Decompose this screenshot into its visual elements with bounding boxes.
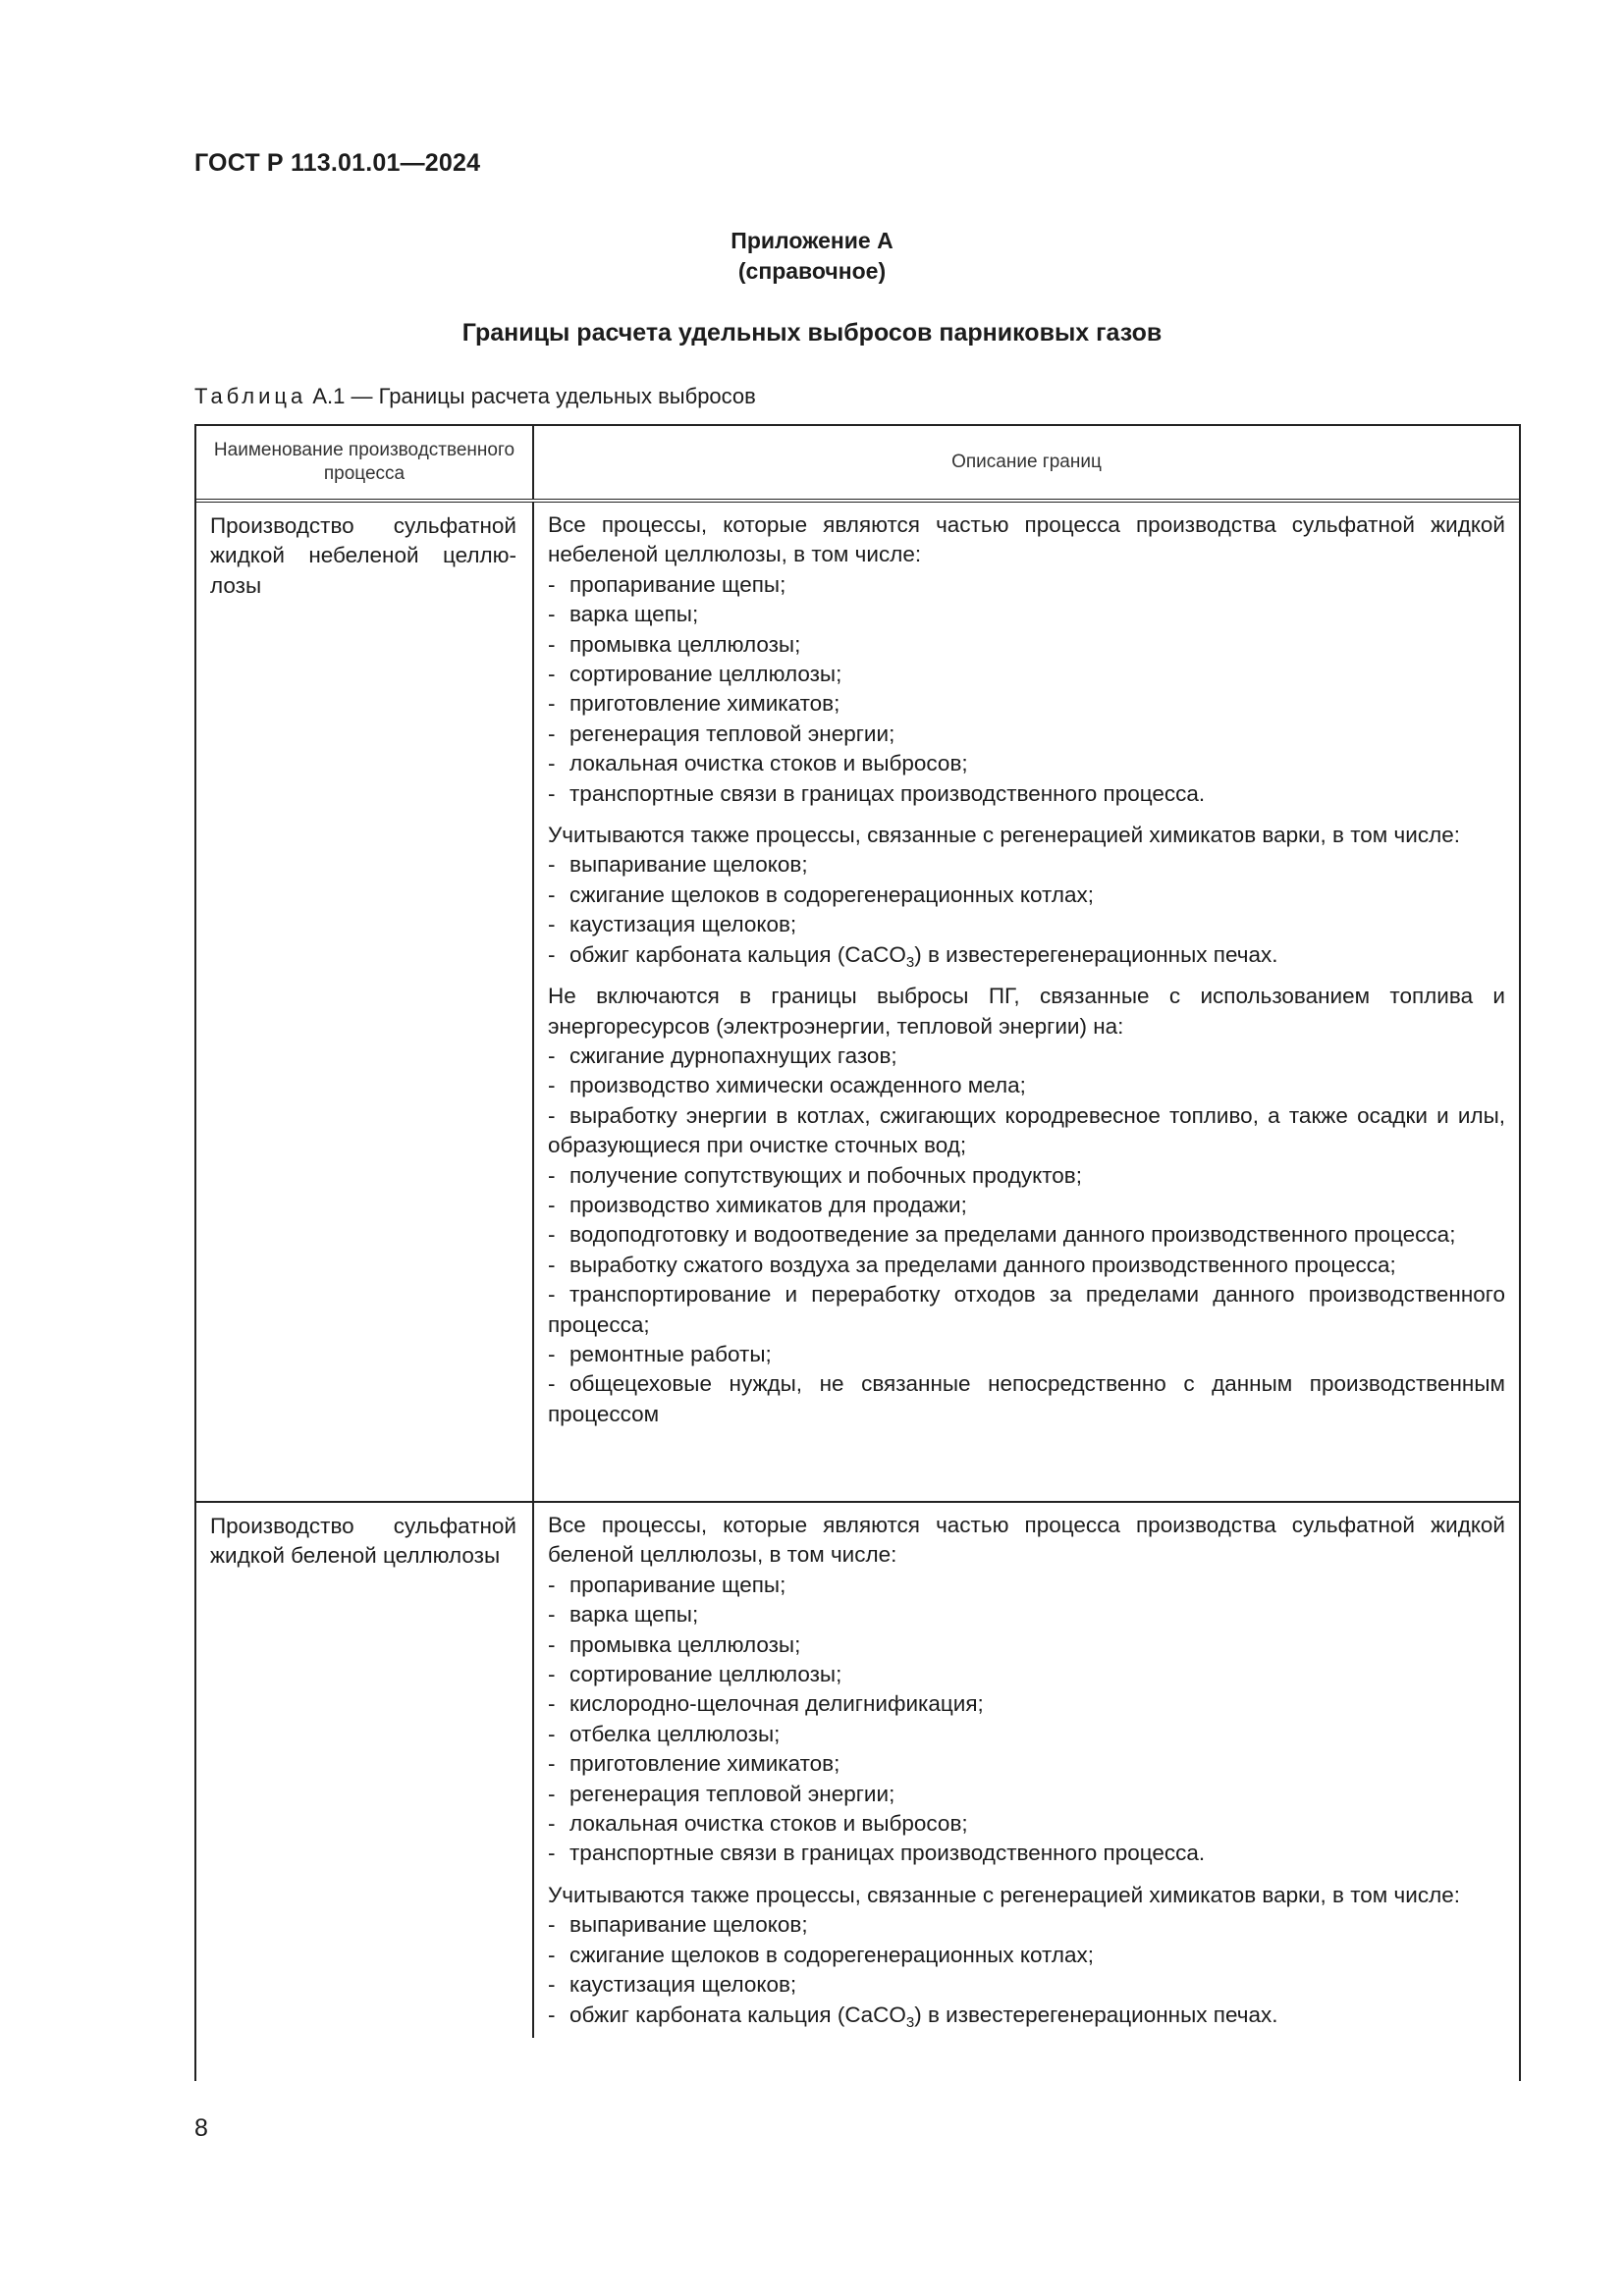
- process-name-cell: Производство сульфатной жидкой небеленой целлюлозы: [196, 501, 533, 1502]
- boundary-list: [548, 850, 1505, 970]
- list-item-text-tail: ) в известерегенерационных печах.: [914, 941, 1278, 967]
- list-item: [548, 1839, 1505, 1868]
- list-item: [548, 1161, 1505, 1191]
- list-dash: -: [548, 571, 556, 597]
- list-dash: -: [548, 2002, 556, 2027]
- list-item: [548, 910, 1505, 939]
- list-dash: -: [548, 1222, 556, 1248]
- list-item-text: сортирование целлюлозы;: [569, 1662, 842, 1687]
- document-header: ГОСТ Р 113.01.01—2024: [194, 149, 481, 177]
- list-item: [548, 660, 1505, 689]
- list-item: [548, 1660, 1505, 1689]
- list-item: [548, 1910, 1505, 1940]
- list-item: [548, 600, 1505, 629]
- list-item: [548, 689, 1505, 719]
- column-header-process: Наименование производственного процесса: [196, 426, 533, 501]
- list-item: [548, 1340, 1505, 1369]
- list-dash: -: [548, 602, 556, 627]
- list-item-text: сжигание щелоков в содорегенерационных котлах;: [569, 1942, 1094, 1967]
- list-dash: -: [548, 1751, 556, 1777]
- list-dash: -: [548, 852, 556, 878]
- list-dash: -: [548, 1972, 556, 1998]
- list-dash: -: [548, 1282, 556, 1308]
- list-item: [548, 720, 1505, 749]
- table-header-row: [196, 426, 1519, 501]
- chemical-subscript: 3: [905, 953, 915, 971]
- list-item-text: регенерация тепловой энергии;: [569, 1781, 895, 1806]
- list-item-text: приготовление химикатов;: [569, 691, 840, 717]
- list-item-text: транспортирование и переработку отходов за пределами данного производственного процесса;: [548, 1282, 1505, 1337]
- list-item-text: варка щепы;: [569, 602, 699, 627]
- list-item: [548, 1600, 1505, 1629]
- list-dash: -: [548, 1721, 556, 1746]
- list-item-text: варка щепы;: [569, 1602, 699, 1628]
- list-item: [548, 881, 1505, 910]
- list-item-text-tail: ) в известерегенерационных печах.: [914, 2002, 1278, 2027]
- block-intro: Не включаются в границы выбросы ПГ, связанные с использованием топлива и энергоресурсов (электроэнергии, тепловой энергии) на:: [548, 984, 1505, 1039]
- list-item: [548, 1101, 1505, 1161]
- list-dash: -: [548, 941, 556, 967]
- list-item: [548, 1630, 1505, 1660]
- list-dash: -: [548, 1341, 556, 1366]
- list-dash: -: [548, 1252, 556, 1277]
- list-dash: -: [548, 1572, 556, 1597]
- boundary-description-cell: [533, 501, 1519, 1502]
- list-dash: -: [548, 1841, 556, 1866]
- page-number: 8: [194, 2114, 208, 2142]
- list-item: [548, 2001, 1505, 2030]
- list-item: [548, 1780, 1505, 1809]
- list-item-text: промывка целлюлозы;: [569, 1631, 801, 1657]
- table-caption-text: А.1 — Границы расчета удельных выбросов: [306, 384, 756, 408]
- list-item-text: транспортные связи в границах производственного процесса.: [569, 780, 1206, 806]
- list-item-text: пропаривание щепы;: [569, 571, 786, 597]
- block-intro: Учитываются также процессы, связанные с регенерацией химикатов варки, в том числе:: [548, 1882, 1460, 1907]
- list-item-text: производство химикатов для продажи;: [569, 1192, 967, 1217]
- list-item-text: каустизация щелоков;: [569, 1972, 797, 1998]
- list-item-text: водоподготовку и водоотведение за пределами данного производственного процесса;: [569, 1222, 1456, 1248]
- paragraph-gap: [548, 1869, 1505, 1881]
- boundaries-table-grid: [196, 426, 1519, 2038]
- list-dash: -: [548, 1942, 556, 1967]
- list-dash: -: [548, 1371, 556, 1397]
- table-caption-prefix: Таблица: [194, 384, 307, 408]
- list-item-text: сжигание дурнопахнущих газов;: [569, 1042, 897, 1068]
- list-item-text: выпаривание щелоков;: [569, 852, 808, 878]
- list-dash: -: [548, 1102, 556, 1128]
- process-name-cell: Производство сульфатной жидкой беленой целлюлозы: [196, 1502, 533, 2038]
- list-item-text: пропаривание щепы;: [569, 1572, 786, 1597]
- list-item: [548, 779, 1505, 809]
- chemical-subscript: 3: [905, 2013, 915, 2031]
- list-dash: -: [548, 1811, 556, 1837]
- list-dash: -: [548, 691, 556, 717]
- list-dash: -: [548, 1781, 556, 1806]
- list-dash: -: [548, 1042, 556, 1068]
- boundary-list: [548, 570, 1505, 809]
- list-item-text: обжиг карбоната кальция (CaCO: [569, 941, 906, 967]
- list-dash: -: [548, 1602, 556, 1628]
- paragraph-gap: [548, 809, 1505, 821]
- list-item: [548, 850, 1505, 880]
- boundary-list: [548, 1041, 1505, 1429]
- list-item-text: производство химически осажденного мела;: [569, 1073, 1026, 1098]
- boundary-description-cell: [533, 1502, 1519, 2038]
- column-header-description: Описание границ: [533, 426, 1519, 501]
- list-item-text: приготовление химикатов;: [569, 1751, 840, 1777]
- list-item: [548, 1749, 1505, 1779]
- list-item-text: выпаривание щелоков;: [569, 1912, 808, 1938]
- appendix-heading: [0, 226, 1624, 287]
- list-item-text: локальная очистка стоков и выбросов;: [569, 751, 968, 776]
- list-item-text: обжиг карбоната кальция (CaCO: [569, 2002, 906, 2027]
- table-body: [196, 501, 1519, 2038]
- list-item: [548, 1571, 1505, 1600]
- list-dash: -: [548, 1662, 556, 1687]
- list-item-text: промывка целлюлозы;: [569, 631, 801, 657]
- paragraph-gap: [548, 970, 1505, 982]
- list-dash: -: [548, 1192, 556, 1217]
- list-dash: -: [548, 631, 556, 657]
- list-item: [548, 1071, 1505, 1100]
- list-dash: -: [548, 881, 556, 907]
- boundaries-table: [194, 424, 1521, 2081]
- list-item-text: выработку сжатого воздуха за пределами данного производственного процесса;: [569, 1252, 1396, 1277]
- list-item: [548, 1809, 1505, 1839]
- list-item-text: кислородно-щелочная делигнификация;: [569, 1691, 984, 1717]
- table-row: [196, 501, 1519, 1502]
- list-dash: -: [548, 662, 556, 687]
- list-dash: -: [548, 1631, 556, 1657]
- list-item: [548, 1251, 1505, 1280]
- list-item-text: отбелка целлюлозы;: [569, 1721, 781, 1746]
- list-item-text: транспортные связи в границах производственного процесса.: [569, 1841, 1206, 1866]
- list-item: [548, 1369, 1505, 1429]
- list-item: [548, 1941, 1505, 1970]
- table-caption: [194, 384, 756, 409]
- table-row: [196, 1502, 1519, 2038]
- list-item-text: регенерация тепловой энергии;: [569, 721, 895, 746]
- list-item-text: общецеховые нужды, не связанные непосредственно с данным производственным процессом: [548, 1371, 1505, 1426]
- list-item: [548, 749, 1505, 778]
- list-item: [548, 1191, 1505, 1220]
- block-intro: Все процессы, которые являются частью процесса производства сульфатной жидкой небеленой целлюлозы, в том числе:: [548, 512, 1505, 567]
- list-item-text: ремонтные работы;: [569, 1341, 772, 1366]
- list-item: [548, 630, 1505, 660]
- list-item-text: сортирование целлюлозы;: [569, 662, 842, 687]
- list-item: [548, 1280, 1505, 1340]
- appendix-title: Приложение А: [731, 228, 893, 253]
- boundary-list: [548, 1910, 1505, 2030]
- list-item: [548, 1689, 1505, 1719]
- block-intro: Все процессы, которые являются частью процесса производства сульфатной жидкой беленой целлюлозы, в том числе:: [548, 1513, 1505, 1568]
- list-item: [548, 570, 1505, 600]
- list-dash: -: [548, 1162, 556, 1188]
- list-item: [548, 1970, 1505, 2000]
- list-dash: -: [548, 1912, 556, 1938]
- list-item-text: каустизация щелоков;: [569, 912, 797, 937]
- block-intro: Учитываются также процессы, связанные с регенерацией химикатов варки, в том числе:: [548, 823, 1460, 848]
- boundary-list: [548, 1571, 1505, 1869]
- list-item: [548, 1220, 1505, 1250]
- list-dash: -: [548, 1073, 556, 1098]
- list-item: [548, 940, 1505, 970]
- list-dash: -: [548, 1691, 556, 1717]
- list-item: [548, 1041, 1505, 1071]
- list-item-text: сжигание щелоков в содорегенерационных котлах;: [569, 881, 1094, 907]
- list-dash: -: [548, 721, 556, 746]
- list-dash: -: [548, 912, 556, 937]
- list-item: [548, 1720, 1505, 1749]
- section-title: Границы расчета удельных выбросов парниковых газов: [461, 319, 1163, 347]
- list-item-text: локальная очистка стоков и выбросов;: [569, 1811, 968, 1837]
- list-item-text: выработку энергии в котлах, сжигающих кородревесное топливо, а также осадки и илы, образующиеся при очистке сточных вод;: [548, 1102, 1505, 1158]
- list-item-text: получение сопутствующих и побочных продуктов;: [569, 1162, 1083, 1188]
- appendix-type: (справочное): [737, 258, 887, 284]
- list-dash: -: [548, 780, 556, 806]
- list-dash: -: [548, 751, 556, 776]
